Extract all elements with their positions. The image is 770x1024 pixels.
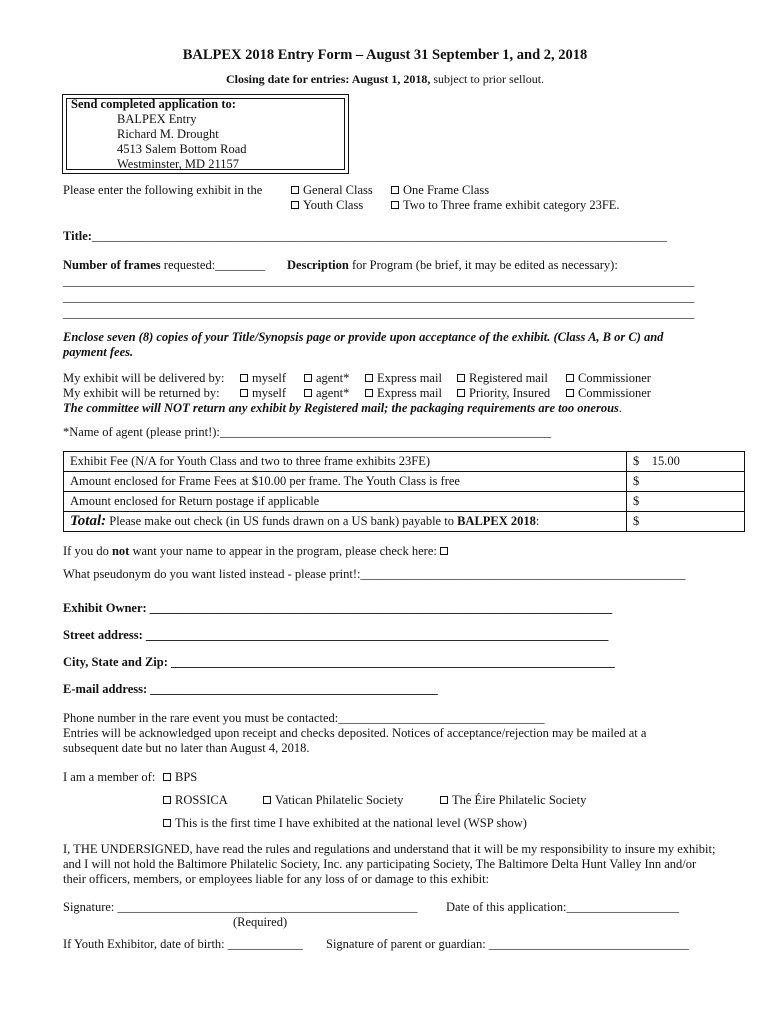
member-rossica[interactable]: ROSSICA	[163, 793, 228, 808]
fee-label: Amount enclosed for Frame Fees at $10.00 per frame. The Youth Class is free	[64, 472, 627, 492]
checkbox[interactable]	[457, 389, 465, 397]
total-amount-cell[interactable]: $	[627, 512, 745, 532]
option-one-frame-class[interactable]: One Frame Class	[391, 183, 489, 198]
required-note: (Required)	[233, 915, 288, 929]
closing-date-label: Closing date for entries: August 1, 2018,	[225, 72, 431, 86]
fee-amount-cell[interactable]: $	[627, 492, 745, 512]
description-field	[287, 258, 618, 273]
description-suffix: for Program (be brief, it may be edited as necessary):	[348, 258, 618, 272]
pseudonym-checkbox[interactable]	[440, 547, 448, 555]
address-line: Richard M. Drought	[117, 127, 219, 141]
checkbox[interactable]	[263, 796, 271, 804]
title-field[interactable]	[63, 229, 667, 244]
checkbox[interactable]	[391, 201, 399, 209]
enclose-note: payment fees.	[63, 345, 134, 359]
fee-amount-cell[interactable]: $	[627, 472, 745, 492]
table-row	[64, 452, 745, 472]
checkbox[interactable]	[240, 374, 248, 382]
checkbox[interactable]	[304, 389, 312, 397]
checkbox[interactable]	[457, 374, 465, 382]
delivered-express[interactable]: Express mail	[365, 371, 442, 386]
closing-date	[0, 72, 770, 87]
delivered-label: My exhibit will be delivered by:	[63, 371, 225, 385]
first-time-exhibitor[interactable]: This is the first time I have exhibited at the national level (WSP show)	[163, 816, 527, 831]
undersigned-text: their officers, members, or employees liable for any loss of or damage to this exhibit:	[63, 872, 490, 886]
checkbox[interactable]	[365, 389, 373, 397]
title-label: Title:	[63, 229, 92, 243]
date-field[interactable]: Date of this application:__________________	[446, 900, 679, 914]
acknowledge-text: Entries will be acknowledged upon receipt and checks deposited. Notices of acceptance/rejection may be mailed at a	[63, 726, 647, 740]
address-heading: Send completed application to:	[71, 97, 236, 111]
option-two-three-frame[interactable]: Two to Three frame exhibit category 23FE.	[391, 198, 620, 213]
address-line: Westminster, MD 21157	[117, 157, 239, 171]
returned-agent[interactable]: agent*	[304, 386, 349, 401]
delivered-registered[interactable]: Registered mail	[457, 371, 548, 386]
email-field[interactable]: E-mail address: ______________________________________________	[63, 682, 438, 696]
exhibit-class-prompt: Please enter the following exhibit in the	[63, 183, 263, 197]
checkbox[interactable]	[240, 389, 248, 397]
closing-date-suffix: subject to prior sellout.	[430, 72, 545, 86]
delivered-agent[interactable]: agent*	[304, 371, 349, 386]
pseudonym-field[interactable]: What pseudonym do you want listed instead - please print!:____________________________________________________	[63, 567, 686, 581]
fee-table	[63, 451, 745, 532]
description-line[interactable]: _____________________________________________________________________________________________________	[63, 306, 695, 320]
enclose-note: Enclose seven (8) copies of your Title/Synopsis page or provide upon acceptance of the exhibit. (Class A, B or C) and	[63, 330, 664, 344]
checkbox[interactable]	[365, 374, 373, 382]
street-address-field[interactable]: Street address: __________________________________________________________________________	[63, 628, 609, 642]
committee-note: The committee will NOT return any exhibit by Registered mail; the packaging requirements are too onerous.	[63, 401, 623, 415]
frames-label: Number of frames	[63, 258, 161, 272]
option-general-class[interactable]: General Class	[291, 183, 373, 198]
option-youth-class[interactable]: Youth Class	[291, 198, 363, 213]
city-state-zip-field[interactable]: City, State and Zip: _______________________________________________________________________	[63, 655, 615, 669]
pseudonym-question: If you do not want your name to appear in the program, please check here:	[63, 544, 452, 559]
checkbox[interactable]	[566, 374, 574, 382]
frames-field[interactable]	[63, 258, 265, 273]
table-row	[64, 492, 745, 512]
form-title: BALPEX 2018 Entry Form – August 31 September 1, and 2, 2018	[182, 47, 588, 63]
checkbox[interactable]	[163, 819, 171, 827]
table-row	[64, 512, 745, 532]
checkbox[interactable]	[291, 186, 299, 194]
description-line[interactable]: _____________________________________________________________________________________________________	[63, 274, 695, 288]
checkbox[interactable]	[440, 796, 448, 804]
returned-label: My exhibit will be returned by:	[63, 386, 220, 400]
member-bps[interactable]: BPS	[163, 770, 197, 785]
table-row	[64, 472, 745, 492]
address-line: BALPEX Entry	[117, 112, 197, 126]
returned-commissioner[interactable]: Commissioner	[566, 386, 651, 401]
delivered-commissioner[interactable]: Commissioner	[566, 371, 651, 386]
returned-express[interactable]: Express mail	[365, 386, 442, 401]
checkbox[interactable]	[391, 186, 399, 194]
total-row-label: Total: Please make out check (in US funds drawn on a US bank) payable to BALPEX 2018:	[64, 512, 627, 532]
address-line: 4513 Salem Bottom Road	[117, 142, 247, 156]
fee-amount-cell[interactable]: $ 15.00	[627, 452, 745, 472]
checkbox[interactable]	[163, 796, 171, 804]
undersigned-text: I, THE UNDERSIGNED, have read the rules and regulations and understand that it will be my responsibility to insure my exhibit;	[63, 842, 716, 856]
delivered-myself[interactable]: myself	[240, 371, 286, 386]
acknowledge-text: subsequent date but no later than August 4, 2018.	[63, 741, 310, 755]
payee: BALPEX 2018	[457, 514, 536, 528]
signature-field[interactable]: Signature: ________________________________________________	[63, 900, 418, 914]
fee-label: Exhibit Fee (N/A for Youth Class and two to three frame exhibits 23FE)	[64, 452, 627, 472]
member-vatican[interactable]: Vatican Philatelic Society	[263, 793, 403, 808]
title-line[interactable]: ____________________________________________________________________________________________	[91, 229, 667, 243]
phone-field[interactable]: Phone number in the rare event you must be contacted:_________________________________	[63, 711, 545, 725]
checkbox[interactable]	[163, 773, 171, 781]
total-label: Total:	[70, 513, 107, 529]
member-eire[interactable]: The Éire Philatelic Society	[440, 793, 586, 808]
fee-label: Amount enclosed for Return postage if applicable	[64, 492, 627, 512]
youth-dob-field[interactable]: If Youth Exhibitor, date of birth: ____________	[63, 937, 303, 951]
checkbox[interactable]	[291, 201, 299, 209]
description-line[interactable]: _____________________________________________________________________________________________________	[63, 290, 695, 304]
exhibit-owner-field[interactable]: Exhibit Owner: __________________________________________________________________________	[63, 601, 613, 615]
membership-label: I am a member of:	[63, 770, 156, 784]
fee-amount: 15.00	[651, 454, 680, 468]
agent-name-field[interactable]: *Name of agent (please print!):_____________________________________________________	[63, 425, 552, 439]
guardian-signature-field[interactable]: Signature of parent or guardian: ________________________________	[326, 937, 689, 951]
checkbox[interactable]	[566, 389, 574, 397]
undersigned-text: and I will not hold the Baltimore Philatelic Society, Inc. any participating Society, The Baltimore Delta Hunt Valley Inn and/or	[63, 857, 697, 871]
returned-priority[interactable]: Priority, Insured	[457, 386, 550, 401]
returned-myself[interactable]: myself	[240, 386, 286, 401]
checkbox[interactable]	[304, 374, 312, 382]
frames-line[interactable]: requested:________	[160, 258, 266, 272]
description-label: Description	[287, 258, 349, 272]
